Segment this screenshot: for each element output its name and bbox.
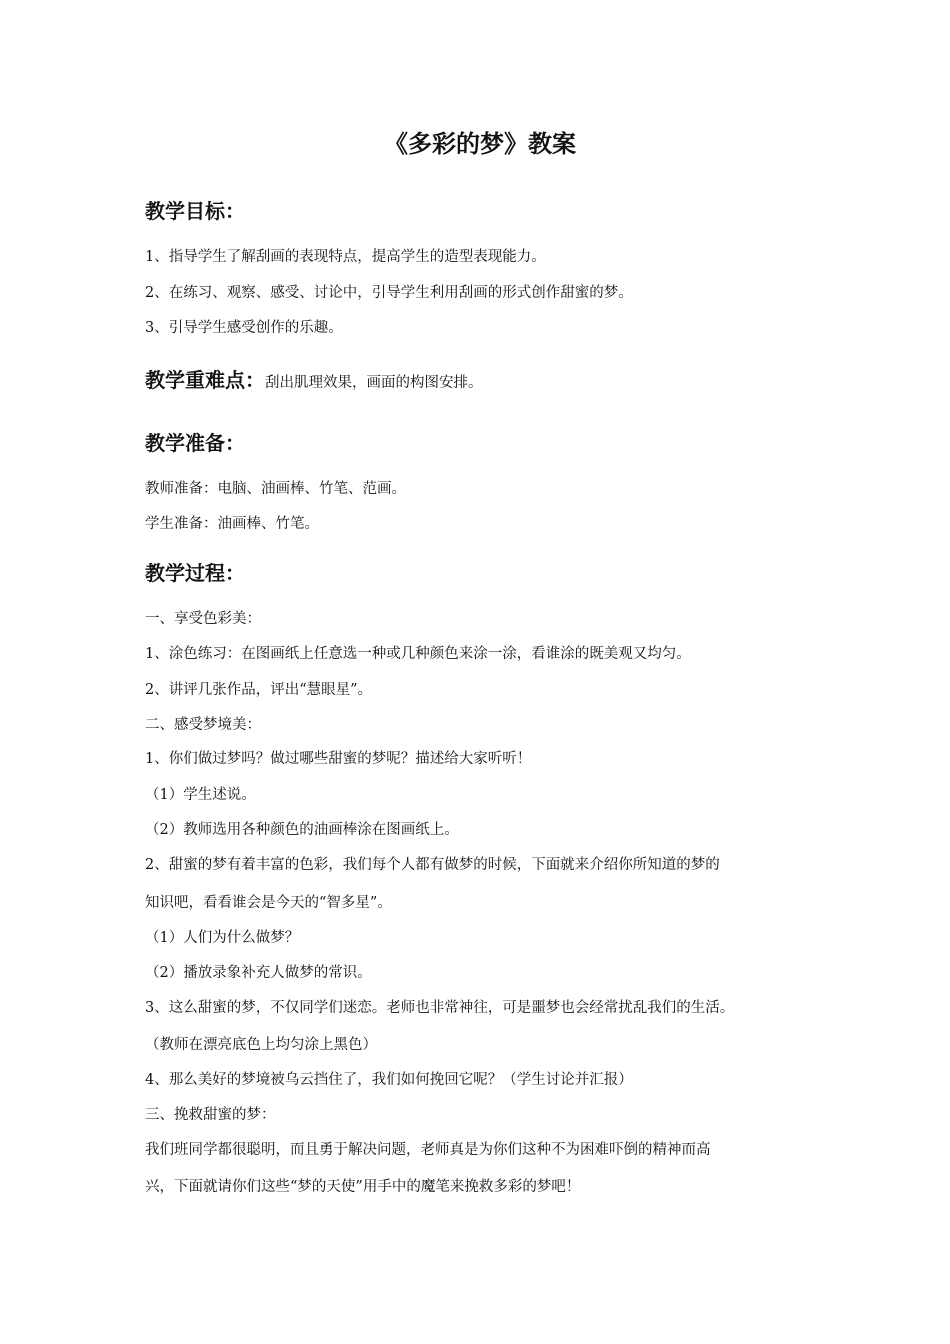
process-line: 三、挽救甜蜜的梦： bbox=[145, 1107, 276, 1123]
process-line: （1）人们为什么做梦？ bbox=[145, 930, 300, 946]
document-title: 《多彩的梦》教案 bbox=[384, 130, 576, 158]
process-line: （教师在漂亮底色上均匀涂上黑色） bbox=[145, 1037, 377, 1053]
key-points-section bbox=[145, 364, 483, 393]
process-line: 1、涂色练习：在图画纸上任意选一种或几种颜色来涂一涂，看谁涂的既美观又均匀。 bbox=[145, 646, 691, 662]
process-line: （1）学生述说。 bbox=[145, 787, 256, 803]
student-preparation: 学生准备：油画棒、竹笔。 bbox=[145, 516, 319, 532]
process-line: 我们班同学都很聪明，而且勇于解决问题，老师真是为你们这种不为困难吓倒的精神而高 bbox=[145, 1142, 711, 1158]
key-points-text: 刮出肌理效果，画面的构图安排。 bbox=[265, 375, 483, 391]
process-line: （2）播放录象补充人做梦的常识。 bbox=[145, 965, 372, 981]
objective-item: 2、在练习、观察、感受、讨论中，引导学生利用刮画的形式创作甜蜜的梦。 bbox=[145, 285, 633, 301]
objective-item: 3、引导学生感受创作的乐趣。 bbox=[145, 320, 343, 336]
objective-item: 1、指导学生了解刮画的表现特点，提高学生的造型表现能力。 bbox=[145, 249, 546, 265]
process-line: 知识吧，看看谁会是今天的“智多星”。 bbox=[145, 895, 392, 911]
process-line: 一、享受色彩美： bbox=[145, 611, 261, 627]
heading-key-points: 教学重难点： bbox=[145, 368, 265, 392]
heading-preparation: 教学准备： bbox=[145, 431, 245, 455]
process-line: 2、讲评几张作品，评出“慧眼星”。 bbox=[145, 682, 373, 698]
teacher-preparation: 教师准备：电脑、油画棒、竹笔、范画。 bbox=[145, 481, 406, 497]
process-line: 兴，下面就请你们这些“梦的天使”用手中的魔笔来挽救多彩的梦吧！ bbox=[145, 1179, 581, 1195]
process-line: 1、你们做过梦吗？做过哪些甜蜜的梦呢？描述给大家听听！ bbox=[145, 751, 532, 767]
heading-objectives: 教学目标： bbox=[145, 199, 245, 223]
process-line: 2、甜蜜的梦有着丰富的色彩，我们每个人都有做梦的时候，下面就来介绍你所知道的梦的 bbox=[145, 857, 720, 873]
process-line: 二、感受梦境美： bbox=[145, 717, 261, 733]
process-line: 4、那么美好的梦境被乌云挡住了，我们如何挽回它呢？（学生讨论并汇报） bbox=[145, 1072, 633, 1088]
process-line: 3、这么甜蜜的梦，不仅同学们迷恋。老师也非常神往，可是噩梦也会经常扰乱我们的生活。 bbox=[145, 1000, 735, 1016]
process-line: （2）教师选用各种颜色的油画棒涂在图画纸上。 bbox=[145, 822, 459, 838]
heading-process: 教学过程： bbox=[145, 561, 245, 585]
